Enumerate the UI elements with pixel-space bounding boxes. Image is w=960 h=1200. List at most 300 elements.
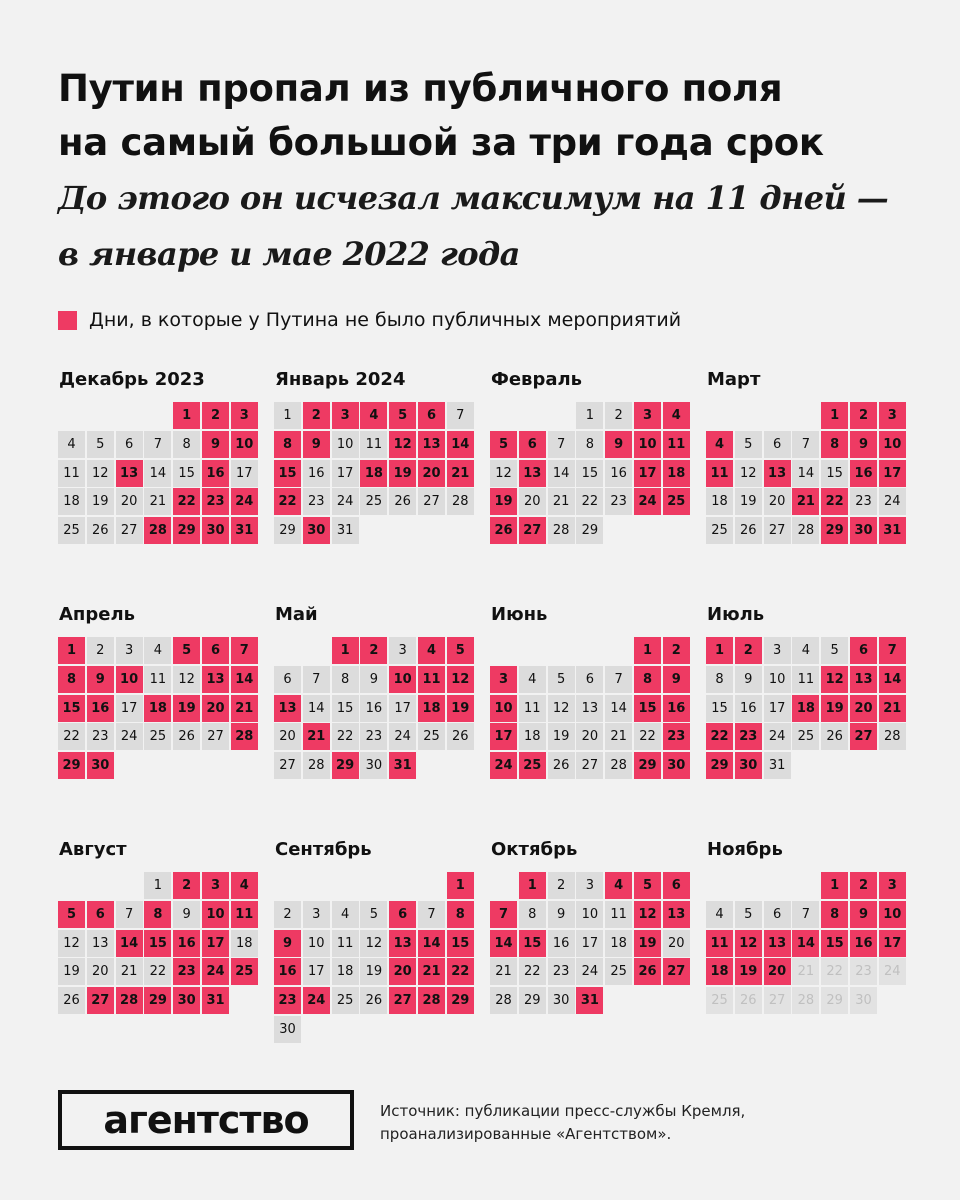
day-cell-no-events: 5 (447, 637, 474, 664)
day-cell-public: 14 (144, 460, 171, 487)
month-calendar (490, 838, 720, 1012)
day-cell-public: 17 (389, 695, 416, 722)
day-cell-no-events: 13 (764, 930, 791, 957)
day-cell-public: 3 (116, 637, 143, 664)
day-cell-no-events: 13 (519, 460, 546, 487)
month-calendar (490, 603, 720, 777)
day-cell-no-events: 2 (303, 402, 330, 429)
month-calendar (274, 603, 504, 777)
month-days (706, 637, 906, 777)
month-calendar (706, 838, 936, 1012)
day-cell-public: 4 (519, 666, 546, 693)
day-cell-public: 7 (418, 901, 445, 928)
day-cell-public: 26 (447, 723, 474, 750)
day-cell-no-events: 18 (360, 460, 387, 487)
day-cell-public: 31 (764, 752, 791, 779)
month-calendar (706, 368, 936, 542)
day-cell-no-events: 10 (634, 431, 661, 458)
day-cell-public: 12 (87, 460, 114, 487)
day-cell-no-events: 5 (173, 637, 200, 664)
day-cell-public: 20 (663, 930, 690, 957)
day-cell-no-events: 22 (274, 488, 301, 515)
day-cell-public: 25 (360, 488, 387, 515)
day-cell-public: 4 (144, 637, 171, 664)
day-cell-no-events: 23 (173, 958, 200, 985)
source-note (380, 1100, 900, 1146)
day-cell-no-events: 13 (418, 431, 445, 458)
day-cell-public: 23 (850, 488, 877, 515)
day-cell-no-events: 15 (144, 930, 171, 957)
day-cell-no-events: 6 (663, 872, 690, 899)
day-cell-public: 20 (87, 958, 114, 985)
day-cell-public: 21 (548, 488, 575, 515)
logo-text: агентство (103, 1098, 309, 1142)
day-cell-public: 23 (548, 958, 575, 985)
day-cell-public: 8 (519, 901, 546, 928)
day-cell-no-events: 11 (231, 901, 258, 928)
day-cell-public: 25 (332, 987, 359, 1014)
day-cell-no-events: 31 (231, 517, 258, 544)
day-cell-future: 22 (821, 958, 848, 985)
day-cell-no-events: 30 (850, 517, 877, 544)
day-cell-public: 20 (764, 488, 791, 515)
day-cell-public: 11 (519, 695, 546, 722)
day-cell-no-events: 24 (490, 752, 517, 779)
day-cell-public: 1 (274, 402, 301, 429)
month-calendar (274, 838, 504, 1037)
day-cell-public: 15 (576, 460, 603, 487)
day-cell-no-events: 13 (850, 666, 877, 693)
month-days (274, 637, 474, 777)
day-cell-public: 17 (332, 460, 359, 487)
day-cell-no-events: 17 (634, 460, 661, 487)
day-cell-no-events: 25 (519, 752, 546, 779)
day-cell-public: 28 (490, 987, 517, 1014)
day-cell-no-events: 17 (490, 723, 517, 750)
day-cell-public: 14 (792, 460, 819, 487)
day-cell-public: 22 (332, 723, 359, 750)
day-cell-no-events: 3 (202, 872, 229, 899)
day-cell-future: 28 (792, 987, 819, 1014)
day-cell-no-events: 26 (634, 958, 661, 985)
day-cell-no-events: 22 (821, 488, 848, 515)
day-cell-public: 11 (332, 930, 359, 957)
day-cell-public: 20 (519, 488, 546, 515)
day-cell-no-events: 8 (634, 666, 661, 693)
month-name: Август (59, 839, 127, 860)
day-cell-public: 10 (303, 930, 330, 957)
day-cell-public: 4 (332, 901, 359, 928)
day-cell-public: 7 (144, 431, 171, 458)
day-cell-public: 16 (303, 460, 330, 487)
day-cell-no-events: 15 (58, 695, 85, 722)
legend-label: Дни, в которые у Путина не было публичных мероприятий (89, 309, 682, 331)
day-cell-public: 11 (360, 431, 387, 458)
day-cell-no-events: 9 (605, 431, 632, 458)
day-cell-no-events: 1 (821, 872, 848, 899)
day-cell-public: 14 (605, 695, 632, 722)
day-cell-public: 7 (116, 901, 143, 928)
day-cell-public: 27 (764, 517, 791, 544)
page-subtitle (58, 170, 918, 282)
day-cell-no-events: 1 (706, 637, 733, 664)
day-cell-no-events: 14 (447, 431, 474, 458)
day-cell-public: 7 (303, 666, 330, 693)
month-name: Сентябрь (275, 839, 372, 860)
day-cell-no-events: 13 (274, 695, 301, 722)
day-cell-public: 24 (116, 723, 143, 750)
day-cell-public: 16 (360, 695, 387, 722)
day-cell-no-events: 16 (274, 958, 301, 985)
day-cell-no-events: 10 (389, 666, 416, 693)
day-cell-no-events: 22 (706, 723, 733, 750)
day-cell-no-events: 9 (663, 666, 690, 693)
month-days (58, 637, 258, 777)
day-cell-public: 26 (87, 517, 114, 544)
day-cell-no-events: 26 (490, 517, 517, 544)
day-cell-future: 30 (850, 987, 877, 1014)
day-cell-no-events: 3 (332, 402, 359, 429)
day-cell-public: 2 (87, 637, 114, 664)
day-cell-no-events: 1 (519, 872, 546, 899)
day-cell-public: 27 (274, 752, 301, 779)
day-cell-no-events: 10 (490, 695, 517, 722)
day-cell-public: 11 (605, 901, 632, 928)
day-cell-public: 14 (548, 460, 575, 487)
day-cell-no-events: 4 (231, 872, 258, 899)
day-cell-no-events: 2 (173, 872, 200, 899)
day-cell-public: 27 (202, 723, 229, 750)
day-cell-no-events: 10 (116, 666, 143, 693)
day-cell-public: 10 (764, 666, 791, 693)
day-cell-public: 17 (764, 695, 791, 722)
day-cell-no-events: 15 (821, 930, 848, 957)
day-cell-public: 2 (605, 402, 632, 429)
title-line-2: на самый большой за три года срок (58, 121, 824, 164)
day-cell-no-events: 1 (173, 402, 200, 429)
day-cell-public: 25 (418, 723, 445, 750)
month-calendar (274, 368, 504, 542)
day-cell-public: 25 (605, 958, 632, 985)
day-cell-no-events: 21 (447, 460, 474, 487)
day-cell-no-events: 6 (519, 431, 546, 458)
day-cell-future: 23 (850, 958, 877, 985)
month-name: Октябрь (491, 839, 578, 860)
day-cell-public: 13 (87, 930, 114, 957)
day-cell-no-events: 28 (418, 987, 445, 1014)
day-cell-public: 6 (764, 431, 791, 458)
day-cell-public: 29 (576, 517, 603, 544)
day-cell-no-events: 16 (850, 930, 877, 957)
day-cell-no-events: 18 (792, 695, 819, 722)
month-days (274, 402, 474, 542)
day-cell-no-events: 19 (735, 958, 762, 985)
day-cell-public: 23 (87, 723, 114, 750)
day-cell-no-events: 9 (850, 901, 877, 928)
day-cell-no-events: 29 (634, 752, 661, 779)
day-cell-public: 22 (519, 958, 546, 985)
day-cell-no-events: 6 (202, 637, 229, 664)
day-cell-public: 7 (792, 901, 819, 928)
day-cell-public: 12 (490, 460, 517, 487)
day-cell-public: 19 (360, 958, 387, 985)
month-days (58, 872, 258, 1012)
day-cell-public: 7 (548, 431, 575, 458)
day-cell-no-events: 9 (87, 666, 114, 693)
day-cell-public: 18 (332, 958, 359, 985)
day-cell-public: 6 (116, 431, 143, 458)
day-cell-public: 5 (735, 431, 762, 458)
day-cell-no-events: 13 (389, 930, 416, 957)
day-cell-public: 21 (490, 958, 517, 985)
day-cell-public: 27 (576, 752, 603, 779)
day-cell-no-events: 12 (389, 431, 416, 458)
day-cell-no-events: 24 (231, 488, 258, 515)
day-cell-no-events: 3 (231, 402, 258, 429)
month-name: Декабрь 2023 (59, 369, 205, 390)
day-cell-no-events: 29 (173, 517, 200, 544)
day-cell-no-events: 19 (821, 695, 848, 722)
day-cell-no-events: 2 (735, 637, 762, 664)
day-cell-public: 5 (548, 666, 575, 693)
day-cell-no-events: 3 (634, 402, 661, 429)
day-cell-no-events: 4 (418, 637, 445, 664)
day-cell-public: 25 (144, 723, 171, 750)
day-cell-no-events: 2 (663, 637, 690, 664)
day-cell-no-events: 27 (87, 987, 114, 1014)
day-cell-future: 27 (764, 987, 791, 1014)
day-cell-public: 26 (735, 517, 762, 544)
day-cell-no-events: 23 (274, 987, 301, 1014)
month-days (490, 872, 690, 1012)
day-cell-public: 28 (605, 752, 632, 779)
day-cell-no-events: 6 (418, 402, 445, 429)
day-cell-public: 18 (519, 723, 546, 750)
day-cell-no-events: 17 (879, 460, 906, 487)
day-cell-no-events: 9 (202, 431, 229, 458)
day-cell-future: 24 (879, 958, 906, 985)
day-cell-public: 11 (58, 460, 85, 487)
day-cell-public: 1 (144, 872, 171, 899)
day-cell-public: 13 (576, 695, 603, 722)
day-cell-no-events: 11 (663, 431, 690, 458)
day-cell-no-events: 2 (202, 402, 229, 429)
day-cell-no-events: 29 (447, 987, 474, 1014)
day-cell-future: 29 (821, 987, 848, 1014)
day-cell-no-events: 7 (490, 901, 517, 928)
day-cell-public: 28 (548, 517, 575, 544)
day-cell-no-events: 14 (490, 930, 517, 957)
day-cell-future: 21 (792, 958, 819, 985)
day-cell-future: 26 (735, 987, 762, 1014)
day-cell-no-events: 28 (144, 517, 171, 544)
day-cell-public: 26 (58, 987, 85, 1014)
day-cell-no-events: 30 (202, 517, 229, 544)
day-cell-public: 5 (735, 901, 762, 928)
day-cell-no-events: 9 (274, 930, 301, 957)
legend (58, 307, 681, 333)
day-cell-public: 28 (879, 723, 906, 750)
day-cell-public: 6 (576, 666, 603, 693)
day-cell-public: 28 (792, 517, 819, 544)
day-cell-no-events: 8 (821, 901, 848, 928)
day-cell-no-events: 16 (202, 460, 229, 487)
day-cell-public: 10 (332, 431, 359, 458)
month-days (490, 402, 690, 542)
day-cell-public: 12 (360, 930, 387, 957)
day-cell-no-events: 2 (850, 872, 877, 899)
day-cell-no-events: 14 (792, 930, 819, 957)
day-cell-no-events: 22 (173, 488, 200, 515)
day-cell-public: 14 (303, 695, 330, 722)
day-cell-no-events: 27 (389, 987, 416, 1014)
day-cell-public: 9 (173, 901, 200, 928)
day-cell-no-events: 18 (706, 958, 733, 985)
month-days (706, 402, 906, 542)
month-calendar (58, 838, 288, 1012)
day-cell-no-events: 8 (58, 666, 85, 693)
day-cell-no-events: 1 (634, 637, 661, 664)
subtitle-line-1: До этого он исчезал максимум на 11 дней — (58, 179, 889, 217)
day-cell-public: 27 (418, 488, 445, 515)
day-cell-public: 15 (332, 695, 359, 722)
month-name: Январь 2024 (275, 369, 406, 390)
day-cell-no-events: 5 (634, 872, 661, 899)
day-cell-public: 22 (144, 958, 171, 985)
day-cell-no-events: 12 (821, 666, 848, 693)
day-cell-no-events: 7 (879, 637, 906, 664)
day-cell-no-events: 16 (850, 460, 877, 487)
day-cell-public: 4 (792, 637, 819, 664)
day-cell-no-events: 8 (821, 431, 848, 458)
day-cell-public: 17 (303, 958, 330, 985)
day-cell-public: 4 (58, 431, 85, 458)
day-cell-no-events: 18 (144, 695, 171, 722)
day-cell-no-events: 31 (576, 987, 603, 1014)
day-cell-public: 24 (879, 488, 906, 515)
day-cell-public: 22 (576, 488, 603, 515)
day-cell-no-events: 8 (447, 901, 474, 928)
day-cell-public: 15 (173, 460, 200, 487)
month-days (706, 872, 906, 1012)
day-cell-public: 27 (116, 517, 143, 544)
day-cell-public: 1 (576, 402, 603, 429)
day-cell-public: 9 (548, 901, 575, 928)
day-cell-public: 11 (144, 666, 171, 693)
title-line-1: Путин пропал из публичного поля (58, 67, 783, 110)
source-line-1: Источник: публикации пресс-службы Кремля, (380, 1102, 746, 1120)
month-name: Февраль (491, 369, 583, 390)
day-cell-public: 23 (360, 723, 387, 750)
subtitle-line-2: в январе и мае 2022 года (58, 235, 520, 273)
month-name: Март (707, 369, 761, 390)
day-cell-no-events: 22 (447, 958, 474, 985)
agency-logo (58, 1090, 354, 1150)
day-cell-no-events: 27 (663, 958, 690, 985)
day-cell-public: 10 (576, 901, 603, 928)
day-cell-public: 30 (274, 1016, 301, 1043)
day-cell-public: 8 (576, 431, 603, 458)
month-name: Май (275, 604, 318, 625)
month-name: Ноябрь (707, 839, 783, 860)
day-cell-public: 16 (605, 460, 632, 487)
day-cell-public: 3 (764, 637, 791, 664)
day-cell-public: 8 (173, 431, 200, 458)
day-cell-no-events: 2 (360, 637, 387, 664)
month-name: Июль (707, 604, 765, 625)
day-cell-public: 18 (605, 930, 632, 957)
month-name: Апрель (59, 604, 136, 625)
day-cell-public: 8 (332, 666, 359, 693)
day-cell-no-events: 6 (389, 901, 416, 928)
day-cell-no-events: 19 (447, 695, 474, 722)
day-cell-public: 19 (87, 488, 114, 515)
month-days (274, 872, 474, 1037)
day-cell-public: 25 (58, 517, 85, 544)
day-cell-public: 18 (58, 488, 85, 515)
day-cell-no-events: 23 (663, 723, 690, 750)
source-line-2: проанализированные «Агентством». (380, 1125, 672, 1143)
day-cell-no-events: 12 (735, 930, 762, 957)
day-cell-no-events: 11 (706, 930, 733, 957)
day-cell-no-events: 14 (418, 930, 445, 957)
day-cell-public: 26 (821, 723, 848, 750)
day-cell-no-events: 3 (490, 666, 517, 693)
day-cell-public: 26 (360, 987, 387, 1014)
day-cell-public: 22 (634, 723, 661, 750)
day-cell-public: 3 (576, 872, 603, 899)
day-cell-no-events: 7 (231, 637, 258, 664)
day-cell-no-events: 15 (634, 695, 661, 722)
day-cell-no-events: 30 (87, 752, 114, 779)
day-cell-no-events: 8 (144, 901, 171, 928)
day-cell-public: 24 (764, 723, 791, 750)
day-cell-no-events: 24 (634, 488, 661, 515)
day-cell-no-events: 27 (850, 723, 877, 750)
day-cell-no-events: 19 (389, 460, 416, 487)
day-cell-public: 24 (576, 958, 603, 985)
day-cell-public: 11 (792, 666, 819, 693)
day-cell-no-events: 6 (850, 637, 877, 664)
day-cell-public: 22 (58, 723, 85, 750)
day-cell-public: 2 (548, 872, 575, 899)
day-cell-no-events: 12 (447, 666, 474, 693)
day-cell-no-events: 25 (231, 958, 258, 985)
month-calendar (490, 368, 720, 542)
month-calendar (58, 603, 288, 777)
day-cell-no-events: 24 (202, 958, 229, 985)
day-cell-no-events: 21 (231, 695, 258, 722)
day-cell-public: 24 (332, 488, 359, 515)
day-cell-no-events: 4 (605, 872, 632, 899)
month-calendar (706, 603, 936, 777)
day-cell-no-events: 3 (879, 872, 906, 899)
day-cell-no-events: 29 (144, 987, 171, 1014)
day-cell-public: 12 (548, 695, 575, 722)
day-cell-public: 17 (116, 695, 143, 722)
day-cell-no-events: 29 (58, 752, 85, 779)
day-cell-no-events: 28 (116, 987, 143, 1014)
day-cell-no-events: 24 (303, 987, 330, 1014)
day-cell-no-events: 18 (663, 460, 690, 487)
day-cell-public: 6 (764, 901, 791, 928)
day-cell-public: 29 (274, 517, 301, 544)
day-cell-public: 28 (447, 488, 474, 515)
day-cell-public: 18 (706, 488, 733, 515)
day-cell-public: 6 (274, 666, 301, 693)
day-cell-no-events: 21 (879, 695, 906, 722)
day-cell-public: 15 (821, 460, 848, 487)
